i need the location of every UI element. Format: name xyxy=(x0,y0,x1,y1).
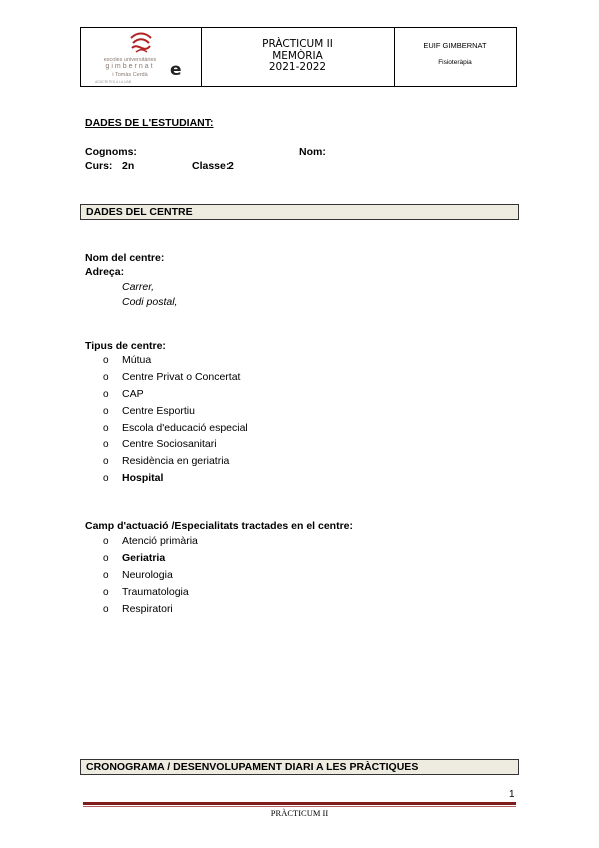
title-line-3: 2021-2022 xyxy=(268,61,327,73)
bullet-icon: o xyxy=(103,569,109,581)
speciality-item-label: Geriatria xyxy=(122,551,166,564)
centre-type-label: Tipus de centre: xyxy=(85,340,166,352)
speciality-item-label: Traumatologia xyxy=(122,585,189,598)
course-value: 2n xyxy=(122,160,135,172)
document-header xyxy=(80,27,517,87)
centre-name-label: Nom del centre: xyxy=(85,252,165,264)
centre-type-item xyxy=(103,405,248,422)
speciality-item xyxy=(103,552,198,569)
centre-type-item-label: Mútua xyxy=(122,354,152,366)
course-label: Curs: xyxy=(85,160,113,172)
centre-type-item-label: Centre Privat o Concertat xyxy=(122,370,241,383)
footer-text: PRÀCTICUM II xyxy=(270,808,329,818)
speciality-item xyxy=(103,535,198,552)
logo-line-1: escoles universitàries xyxy=(103,57,157,63)
centre-type-item xyxy=(103,455,248,472)
logo-line-2: gimbernat xyxy=(105,63,155,70)
centre-type-item-label: Hospital xyxy=(122,472,164,485)
centre-type-item xyxy=(103,422,248,439)
centre-type-item-label: Residència en geriatria xyxy=(122,455,230,468)
department-name: Fisioteràpia xyxy=(438,59,472,66)
speciality-item-label: Neurologia xyxy=(122,568,173,581)
page-number: 1 xyxy=(509,789,515,800)
logo-line-4: ADSCRITES A LA UAB xyxy=(95,80,132,84)
speciality-item xyxy=(103,569,198,586)
bullet-icon: o xyxy=(103,552,109,564)
bullet-icon: o xyxy=(103,405,109,417)
bullet-icon: o xyxy=(103,422,109,434)
centre-section-bar xyxy=(80,204,519,220)
bullet-icon: o xyxy=(103,456,109,468)
student-heading: DADES DE L'ESTUDIANT: xyxy=(85,117,214,129)
centre-type-item-label: Escola d'educació especial xyxy=(122,421,248,434)
centre-type-item-label: Centre Esportiu xyxy=(122,404,195,417)
speciality-item xyxy=(103,586,198,603)
centre-type-item xyxy=(103,472,248,489)
centre-type-item xyxy=(103,438,248,455)
bullet-icon: o xyxy=(103,388,109,400)
address-label: Adreça: xyxy=(85,266,125,278)
title-line-2: MEMÒRIA xyxy=(272,49,323,62)
footer-rule-thin xyxy=(83,806,516,807)
speciality-item-label: Respiratori xyxy=(122,602,173,615)
bullet-icon: o xyxy=(103,473,109,485)
bullet-icon: o xyxy=(103,355,109,366)
centre-type-item-label: Centre Sociosanitari xyxy=(122,438,217,451)
logo-cell xyxy=(81,28,202,86)
bullet-icon: o xyxy=(103,603,109,615)
class-value: 2 xyxy=(228,160,234,172)
schedule-section-bar xyxy=(80,759,519,775)
bullet-icon: o xyxy=(103,586,109,598)
gimbernat-logo-icon xyxy=(127,32,155,54)
centre-type-item-label: CAP xyxy=(122,387,144,400)
postal-field: Codi postal, xyxy=(122,296,178,308)
fields-label: Camp d'actuació /Especialitats tractades en el centre: xyxy=(85,520,354,532)
centre-type-list xyxy=(103,354,248,489)
speciality-item-label: Atenció primària xyxy=(122,535,198,547)
centre-heading: DADES DEL CENTRE xyxy=(86,206,193,218)
street-field: Carrer, xyxy=(122,281,155,293)
centre-type-item xyxy=(103,388,248,405)
centre-type-item xyxy=(103,354,248,371)
class-label: Classe: xyxy=(192,160,230,172)
logo-e-mark: e xyxy=(170,60,182,80)
speciality-item xyxy=(103,603,198,620)
title-line-1: PRÀCTICUM II xyxy=(262,38,333,50)
footer-rule xyxy=(83,802,516,805)
centre-type-item xyxy=(103,371,248,388)
schedule-heading: CRONOGRAMA / DESENVOLUPAMENT DIARI A LES PRÀCTIQUES xyxy=(86,761,419,773)
logo-line-3: i Tomàs Cerdà xyxy=(112,72,148,78)
bullet-icon: o xyxy=(103,371,109,383)
specialities-list xyxy=(103,535,198,619)
institution-name: EUIF GIMBERNAT xyxy=(423,41,487,50)
document-title xyxy=(201,39,394,74)
name-label: Nom: xyxy=(299,146,326,158)
institution-cell xyxy=(394,28,516,86)
bullet-icon: o xyxy=(103,536,109,547)
surnames-label: Cognoms: xyxy=(85,146,137,158)
title-cell xyxy=(201,28,395,86)
bullet-icon: o xyxy=(103,439,109,451)
